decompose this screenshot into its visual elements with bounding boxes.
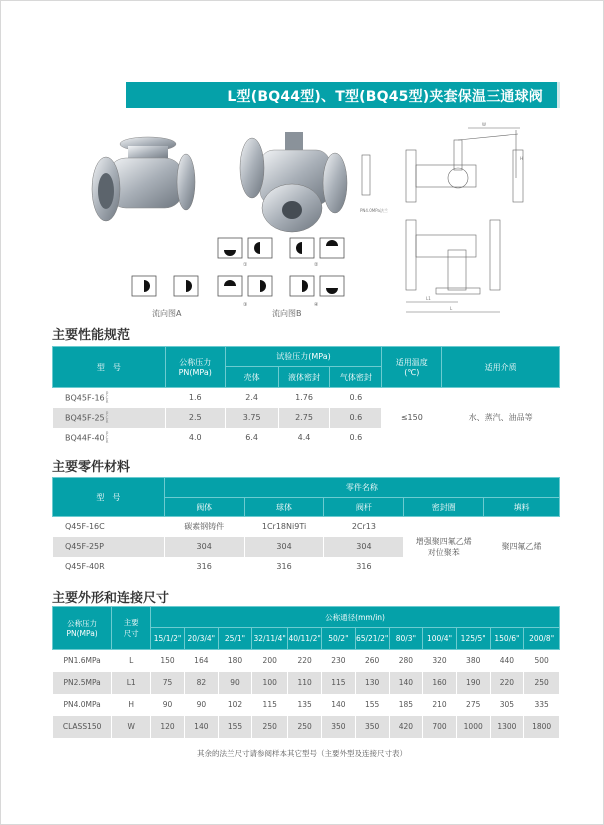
valve-photo-l-type: [88, 134, 198, 229]
temp-value: ≤150: [382, 388, 442, 448]
header-pn: 公称压力 PN(MPa): [53, 607, 112, 650]
footnote: 其余的法兰尺寸请参阅样本其它型号（主要外型及连接尺寸表）: [197, 749, 407, 758]
header-stem: 阀杆: [324, 498, 404, 517]
table-row: PN1.6MPa L 150 164 180 200 220 230 260 280 320 380 440 500: [53, 650, 560, 672]
table-row: Q45F-16C 碳素钢铸件 1Cr18Ni9Ti 2Cr13 增强聚四氟乙烯 对位聚苯 聚四氟乙烯: [53, 517, 560, 537]
packing-value: 聚四氟乙烯: [484, 517, 560, 577]
header-model: 型 号: [53, 347, 166, 388]
table-row: Q45F-40R 316 316 316: [53, 557, 560, 577]
header-main-dim: 主要 尺寸: [112, 607, 151, 650]
flow-caption-a: 流向图A: [152, 309, 182, 318]
header-shell: 壳体: [225, 367, 278, 388]
header-ball: 球体: [244, 498, 324, 517]
table-row: BQ45F-25P C R 2.5 3.75 2.75 0.6: [53, 408, 560, 428]
header-test-pressure: 试验压力(MPa): [225, 347, 382, 367]
page-title: L型(BQ44型)、T型(BQ45型)夹套保温三通球阀: [227, 89, 543, 105]
svg-text:H: H: [520, 156, 524, 161]
spec-table: [52, 346, 560, 448]
section-heading-dimensions: 主要外形和连接尺寸: [52, 591, 170, 606]
header-seal: 密封圈: [404, 498, 484, 517]
table-row: Q45F-25P 304 304 304: [53, 537, 560, 557]
materials-table: [52, 477, 560, 577]
header-gas-seal: 气体密封: [330, 367, 382, 388]
svg-text:①: ①: [243, 262, 248, 268]
figures-area: [40, 120, 560, 330]
media-value: 水、蒸汽、油品等: [442, 388, 560, 448]
header-liquid-seal: 液体密封: [278, 367, 330, 388]
header-media: 适用介质: [442, 347, 560, 388]
valve-photo-t-type: [230, 128, 350, 238]
svg-text:W: W: [482, 122, 486, 127]
header-model: 型 号: [53, 478, 165, 517]
seal-value: 增强聚四氟乙烯 对位聚苯: [404, 517, 484, 577]
dimensions-table: 公称压力 PN(MPa) 主要 尺寸 公称通径(mm/in) 15/1/2" 20/3/4" 25/1" 32/11/4" 40/11/2" 50/2" 65/21/2" 80/3" 100/4" 125/5" 150/6" 200/8" PN1.6MPa L 150 164 180 200 220 230 260 280 320 380 440 500 PN2.5MPa L1 75 82 90 100 110 115 130 140 160 190 220 250 PN4.0MPa H 90 90 102 115 135 140 155 185 210 275 305 335 CLASS150 W 120 140 155 250 250 350 350 420 700 1000 1300 1800: [52, 606, 560, 738]
header-nominal-diameter: 公称通径(mm/in): [151, 607, 560, 628]
table-row: CLASS150 W 120 140 155 250 250 350 350 420 700 1000 1300 1800: [53, 716, 560, 738]
flow-diagrams: [128, 236, 368, 308]
svg-text:③: ③: [243, 302, 248, 308]
svg-text:L1: L1: [426, 296, 431, 301]
header-temp: 适用温度 (℃): [382, 347, 442, 388]
header-parts: 零件名称: [164, 478, 559, 498]
svg-text:PN4.0MPa法兰: PN4.0MPa法兰: [360, 208, 388, 213]
svg-text:L: L: [450, 306, 453, 311]
header-body: 阀体: [164, 498, 244, 517]
header-packing: 填料: [484, 498, 560, 517]
section-heading-spec: 主要性能规范: [52, 328, 131, 343]
section-heading-materials: 主要零件材料: [52, 460, 131, 475]
svg-text:②: ②: [314, 262, 319, 268]
svg-text:④: ④: [314, 302, 319, 308]
title-banner: [126, 82, 560, 108]
table-row: PN4.0MPa H 90 90 102 115 135 140 155 185 210 275 305 335: [53, 694, 560, 716]
table-row: BQ44F-40P C R 4.0 6.4 4.4 0.6: [53, 428, 560, 448]
flow-caption-b: 流向图B: [272, 309, 302, 318]
valve-technical-drawing: [358, 120, 558, 320]
header-pn: 公称压力 PN(MPa): [165, 347, 225, 388]
table-row: BQ45F-16P C R 1.6 2.4 1.76 0.6 ≤150 水、蒸汽、油品等: [53, 388, 560, 408]
table-row: PN2.5MPa L1 75 82 90 100 110 115 130 140 160 190 220 250: [53, 672, 560, 694]
